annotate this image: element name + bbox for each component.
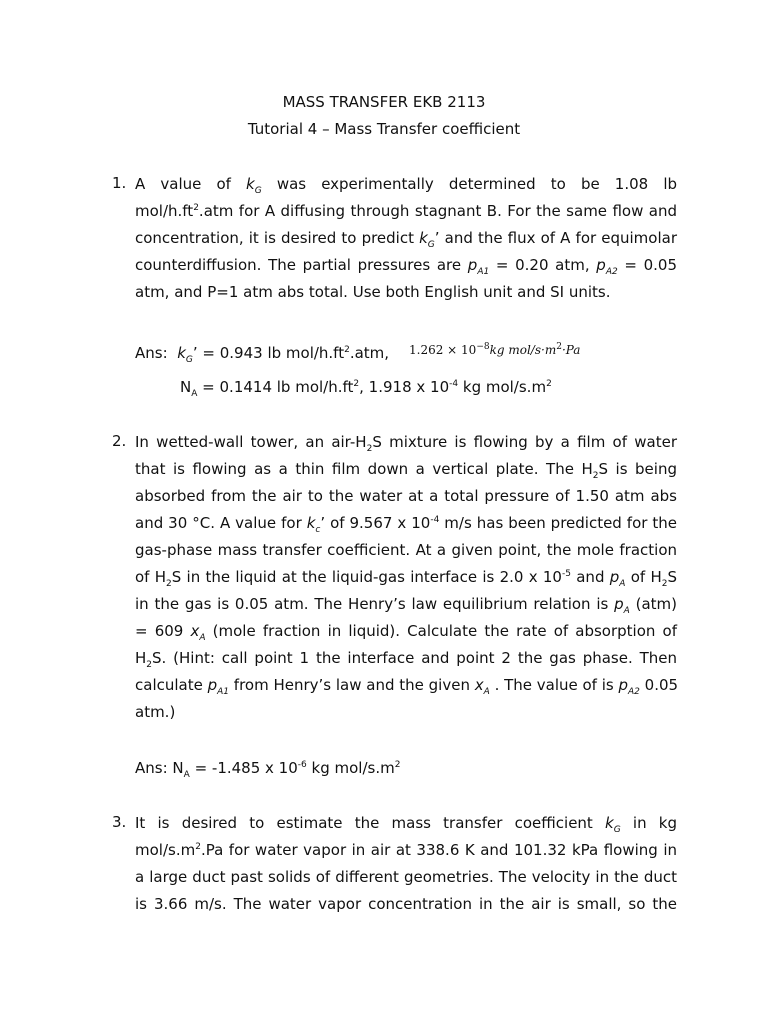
q1-answer-k: Ans: $k_G$’ = 0.943 lb mol/$h.ft^2.atm$, xyxy=(135,344,390,365)
q2-line-11: atm.) xyxy=(135,703,176,721)
q2-answer: Ans: $N_A = -1.485$ x $10^{-6}$ kg mol/$s.m^2$ xyxy=(135,759,401,780)
q1-answer-si-formula: $1.262 \times 10^{-8}kg$ mol/$s\cdot m^2\cdot Pa$ xyxy=(409,342,581,357)
q1-line-5: atm, and P=1 atm abs total. Use both English unit and SI units. xyxy=(135,283,611,301)
q2-line-1: In wetted-wall tower, an air-$H_2S$ mixture is flowing by a film of water xyxy=(135,433,677,454)
q3-line-3: a large duct past solids of different geometries. The velocity in the duct xyxy=(135,868,677,886)
q2-line-4: and 30 °C. A value for $k_c$’ of 9.567 x $10^{-4}$ m/s has been predicted for the xyxy=(135,514,677,535)
course-title: MASS TRANSFER EKB 2113 xyxy=(282,93,486,111)
q2-line-3: absorbed from the air to the water at a total pressure of 1.50 atm abs xyxy=(135,487,677,505)
q1-number: 1. xyxy=(112,174,127,192)
q2-number: 2. xyxy=(112,432,127,450)
tutorial-title: Tutorial 4 – Mass Transfer coefficient xyxy=(247,120,521,138)
q2-line-7: in the gas is 0.05 atm. The Henry’s law equilibrium relation is $p_A$ (atm) xyxy=(135,595,677,616)
q2-line-8: = 609 $x_A$ (mole fraction in liquid). Calculate the rate of absorption of xyxy=(135,622,677,643)
q3-number: 3. xyxy=(112,813,127,831)
q2-line-5: gas-phase mass transfer coefficient. At a given point, the mole fraction xyxy=(135,541,677,559)
q2-line-2: that is flowing as a thin film down a vertical plate. The $H_2S$ is being xyxy=(135,460,677,481)
q2-line-10: calculate $p_{A1}$ from Henry’s law and the given $x_A$ . The value of is $p_{A2}$ 0.05 xyxy=(135,676,679,697)
q3-line-2: mol/$s.m^2.Pa$ for water vapor in air at 338.6 K and 101.32 kPa flowing in xyxy=(135,841,677,859)
q1-line-2: mol/$h.ft^2.atm$ for A diffusing through stagnant B. For the same flow and xyxy=(135,202,677,220)
q3-line-1: It is desired to estimate the mass transfer coefficient $k_G$ in kg xyxy=(135,814,678,835)
q1-line-1: A value of $k_G$ was experimentally determined to be 1.08 lb xyxy=(135,175,678,196)
q1-line-4: counterdiffusion. The partial pressures are $p_{A1} = 0.20$ atm, $p_{A2} = 0.05$ xyxy=(135,256,677,277)
q3-line-4: is 3.66 m/s. The water vapor concentration in the air is small, so the xyxy=(135,895,677,913)
q1-answer-flux: $N_A = 0.1414$ lb mol/$h.ft^2$, 1.918 x $10^{-4}$ kg mol/$s.m^2$ xyxy=(180,378,552,399)
q2-line-6: of $H_2S$ in the liquid at the liquid-gas interface is 2.0 x $10^{-5}$ and $p_A$ of $H_2S$ xyxy=(135,568,677,589)
q1-line-3: concentration, it is desired to predict $k_G$’ and the flux of A for equimolar xyxy=(135,229,678,250)
q2-line-9: $H_2S$. (Hint: call point 1 the interface and point 2 the gas phase. Then xyxy=(135,649,677,670)
